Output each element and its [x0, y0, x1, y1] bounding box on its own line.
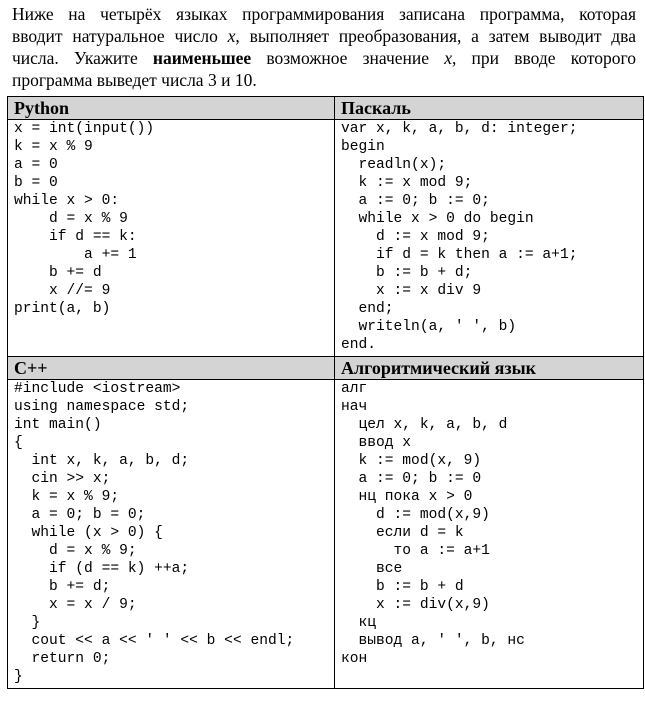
code-line: cin >> x;	[14, 471, 111, 487]
code-line: #include <iostream>	[14, 381, 181, 397]
code-algo	[335, 380, 644, 689]
code-line: int main()	[14, 417, 102, 433]
code-line: d = x % 9	[14, 211, 128, 227]
header-row-2	[8, 357, 644, 380]
code-line: вывод a, ' ', b, нс	[341, 633, 525, 649]
code-line: while (x > 0) {	[14, 525, 163, 541]
code-line: то a := a+1	[341, 543, 490, 559]
code-line: a := 0; b := 0;	[341, 193, 490, 209]
code-line: b := b + d;	[341, 265, 473, 281]
code-line: cout << a << ' ' << b << endl;	[14, 633, 295, 649]
code-line: int x, k, a, b, d;	[14, 453, 190, 469]
task-text-fragment: вводит натуральное число	[12, 26, 228, 46]
code-line: x = x / 9;	[14, 597, 137, 613]
code-line: ввод x	[341, 435, 412, 451]
code-line: a = 0	[14, 157, 58, 173]
task-text-fragment: возможное значение	[251, 48, 445, 68]
code-python	[8, 120, 335, 357]
code-line: d := x mod 9;	[341, 229, 490, 245]
code-pascal	[335, 120, 644, 357]
variable-x: x	[227, 26, 236, 46]
code-line: begin	[341, 139, 385, 155]
code-line: using namespace std;	[14, 399, 190, 415]
code-line: b += d	[14, 265, 102, 281]
code-line: кц	[341, 615, 377, 631]
variable-x: x	[444, 48, 452, 68]
code-line: k := x mod 9;	[341, 175, 473, 191]
code-line: end.	[341, 337, 377, 353]
code-line: while x > 0 do begin	[341, 211, 534, 227]
code-line: x = int(input())	[14, 121, 155, 137]
code-line: var x, k, a, b, d: integer;	[341, 121, 578, 137]
code-line: b += d;	[14, 579, 111, 595]
task-text-line-1: Ниже на четырёх языках программирования записана программа, которая	[12, 4, 636, 24]
task-text-line-3	[12, 47, 636, 69]
code-line: x := div(x,9)	[341, 597, 490, 613]
code-line: }	[14, 615, 41, 631]
task-text-fragment: , при вводе которого	[452, 48, 636, 68]
code-line: print(a, b)	[14, 301, 111, 317]
task-text-fragment: , выполняет преобразования, а затем выводит два	[235, 26, 636, 46]
header-python: Python	[8, 97, 335, 120]
code-line: b := b + d	[341, 579, 464, 595]
code-row-1	[8, 120, 644, 357]
code-line: end;	[341, 301, 394, 317]
code-line: цел x, k, a, b, d	[341, 417, 508, 433]
code-line: x := x div 9	[341, 283, 482, 299]
code-line: нач	[341, 399, 368, 415]
code-line: readln(x);	[341, 157, 447, 173]
code-line: if d == k:	[14, 229, 137, 245]
code-row-2	[8, 380, 644, 689]
code-line: a := 0; b := 0	[341, 471, 482, 487]
emphasis-word: наименьшее	[152, 48, 252, 68]
code-line: while x > 0:	[14, 193, 120, 209]
header-pascal: Паскаль	[335, 97, 644, 120]
header-cpp: C++	[8, 357, 335, 380]
code-line: d = x % 9;	[14, 543, 137, 559]
code-line: if (d == k) ++a;	[14, 561, 190, 577]
code-line: x //= 9	[14, 283, 111, 299]
code-line: a = 0; b = 0;	[14, 507, 146, 523]
code-table	[7, 96, 644, 689]
code-line: все	[341, 561, 403, 577]
code-line: writeln(a, ' ', b)	[341, 319, 517, 335]
task-text-line-2	[12, 25, 636, 47]
code-line: алг	[341, 381, 368, 397]
code-line: k = x % 9	[14, 139, 93, 155]
code-line: b = 0	[14, 175, 58, 191]
code-line: k = x % 9;	[14, 489, 120, 505]
code-line: k := mod(x, 9)	[341, 453, 482, 469]
code-line: }	[14, 669, 23, 685]
code-line: if d = k then a := a+1;	[341, 247, 578, 263]
header-algo: Алгоритмический язык	[335, 357, 644, 380]
code-line: {	[14, 435, 23, 451]
code-line: кон	[341, 651, 368, 667]
code-line: d := mod(x,9)	[341, 507, 490, 523]
task-text	[12, 3, 636, 91]
code-cpp	[8, 380, 335, 689]
code-line: return 0;	[14, 651, 111, 667]
code-line: a += 1	[14, 247, 137, 263]
code-line: если d = k	[341, 525, 464, 541]
task-text-fragment: числа. Укажите	[12, 48, 153, 68]
header-row-1	[8, 97, 644, 120]
code-line: нц пока x > 0	[341, 489, 473, 505]
task-text-line-4: программа выведет числа 3 и 10.	[12, 70, 257, 90]
